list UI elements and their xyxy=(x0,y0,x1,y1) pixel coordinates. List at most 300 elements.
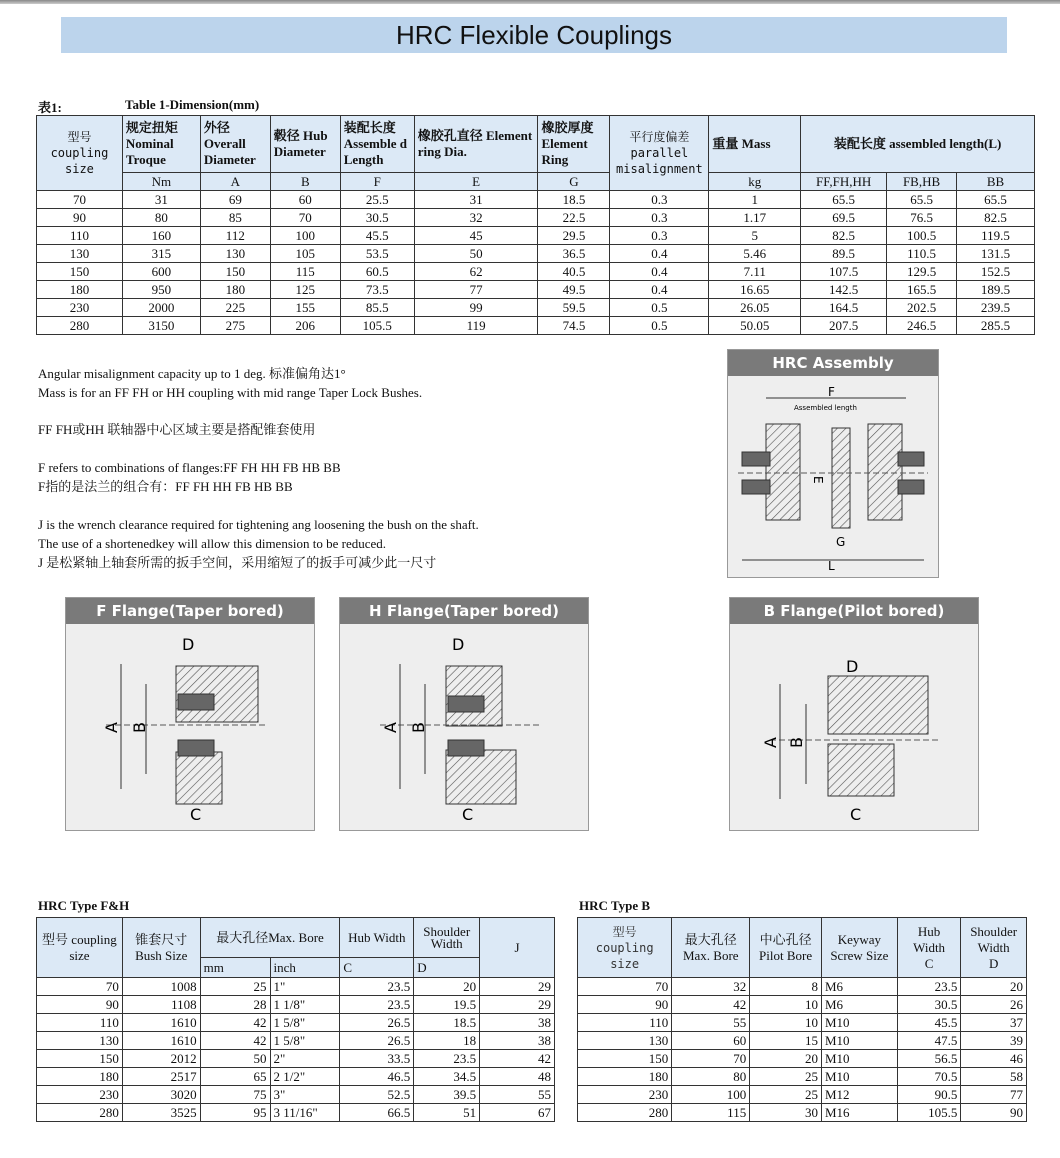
fh-th-hub: Hub Width xyxy=(340,918,414,958)
table-cell: 105.5 xyxy=(340,317,414,335)
b-th-shoulder-d: D xyxy=(988,955,999,971)
table-cell: 112 xyxy=(200,227,270,245)
table-row xyxy=(37,209,1035,227)
dimension-table xyxy=(36,115,1035,335)
table-cell: 60 xyxy=(672,1032,750,1050)
table-row xyxy=(37,1086,555,1104)
b-th-hub xyxy=(897,918,961,978)
table-cell: 3150 xyxy=(122,317,200,335)
table-cell: 46 xyxy=(961,1050,1027,1068)
table-cell: 1 5/8" xyxy=(270,1032,340,1050)
table-cell: 60.5 xyxy=(340,263,414,281)
table-cell: 0.4 xyxy=(610,245,709,263)
table-cell: 100 xyxy=(672,1086,750,1104)
table-cell: 600 xyxy=(122,263,200,281)
table-cell: 142.5 xyxy=(801,281,887,299)
table-cell: 23.5 xyxy=(414,1050,480,1068)
assembly-drawing xyxy=(728,376,938,576)
notes-block-1 xyxy=(38,364,422,402)
table-cell: 58 xyxy=(961,1068,1027,1086)
table-cell: 82.5 xyxy=(801,227,887,245)
table-cell: 89.5 xyxy=(801,245,887,263)
table-cell: 129.5 xyxy=(887,263,957,281)
table-cell: 73.5 xyxy=(340,281,414,299)
h-flange-diagram xyxy=(339,597,589,831)
table-cell: 42 xyxy=(672,996,750,1014)
unit-cell: BB xyxy=(957,173,1035,191)
table-cell: 95 xyxy=(200,1104,270,1122)
table-cell: 39 xyxy=(961,1032,1027,1050)
table-cell: 3525 xyxy=(122,1104,200,1122)
table-cell: 20 xyxy=(414,978,480,996)
table-row xyxy=(37,1068,555,1086)
table-cell: 165.5 xyxy=(887,281,957,299)
table-cell: 66.5 xyxy=(340,1104,414,1122)
table-cell: 110 xyxy=(578,1014,672,1032)
table-row xyxy=(37,317,1035,335)
table-row xyxy=(37,227,1035,245)
table-cell: 52.5 xyxy=(340,1086,414,1104)
table-cell: 130 xyxy=(200,245,270,263)
assembly-diagram xyxy=(727,349,939,578)
table-cell: 115 xyxy=(672,1104,750,1122)
table-cell: 69 xyxy=(200,191,270,209)
table-cell: 230 xyxy=(578,1086,672,1104)
th-overall: 外径 Overall Diameter xyxy=(200,116,270,173)
note-f-en: F refers to combinations of flanges:FF FH HH FB HB BB xyxy=(38,460,341,475)
table-cell: 70 xyxy=(270,209,340,227)
table-cell: 180 xyxy=(37,281,123,299)
table-row xyxy=(37,245,1035,263)
table-cell: 77 xyxy=(414,281,538,299)
assembly-g-label: G xyxy=(836,535,846,549)
table-cell: 100 xyxy=(270,227,340,245)
unit-cell: G xyxy=(538,173,610,191)
table-cell: 45.5 xyxy=(340,227,414,245)
unit-cell: FF,FH,HH xyxy=(801,173,887,191)
table-cell: 0.4 xyxy=(610,281,709,299)
note-ff: FF FH或HH 联轴器中心区域主要是搭配锥套使用 xyxy=(38,422,316,437)
assembly-l-label: L xyxy=(828,559,835,573)
table-cell: 2012 xyxy=(122,1050,200,1068)
table-cell: 31 xyxy=(414,191,538,209)
table-row xyxy=(37,263,1035,281)
table-cell: 30 xyxy=(750,1104,822,1122)
table-cell: 26.5 xyxy=(340,1014,414,1032)
b-th-hub-label: Hub Width xyxy=(913,923,946,955)
note-j-3: J 是松紧轴上轴套所需的扳手空间，采用缩短了的扳手可减少此一尺寸 xyxy=(38,555,437,570)
b-th-keyway: Keyway Screw Size xyxy=(821,918,897,978)
table-cell: 50 xyxy=(414,245,538,263)
title-bar xyxy=(61,17,1007,53)
table-cell: 1" xyxy=(270,978,340,996)
table-cell: 5.46 xyxy=(709,245,801,263)
table-cell: 62 xyxy=(414,263,538,281)
table-row xyxy=(37,1104,555,1122)
table-cell: 2000 xyxy=(122,299,200,317)
table-cell: 31 xyxy=(122,191,200,209)
table-cell: 280 xyxy=(37,317,123,335)
assembly-f-label: F xyxy=(828,385,835,399)
table-cell: 90.5 xyxy=(897,1086,961,1104)
b-th-hub-c: C xyxy=(924,955,934,971)
table-cell: M6 xyxy=(821,978,897,996)
table-row xyxy=(37,1014,555,1032)
table-cell: 180 xyxy=(578,1068,672,1086)
table-cell: 70 xyxy=(37,978,123,996)
table-row xyxy=(578,1104,1027,1122)
fh-th-size: 型号 coupling size xyxy=(37,918,123,978)
unit-cell: E xyxy=(414,173,538,191)
table-cell: 115 xyxy=(270,263,340,281)
table-row xyxy=(37,191,1035,209)
notes-block-2 xyxy=(38,458,341,496)
table-cell: 1108 xyxy=(122,996,200,1014)
table-cell: 38 xyxy=(480,1032,555,1050)
h-flange-drawing xyxy=(340,624,588,829)
note-j-2: The use of a shortenedkey will allow this dimension to be reduced. xyxy=(38,536,387,551)
table-cell: 53.5 xyxy=(340,245,414,263)
table1-caption: Table 1-Dimension(mm) xyxy=(125,97,260,112)
table-cell: 150 xyxy=(37,1050,123,1068)
table-cell: 3020 xyxy=(122,1086,200,1104)
f-flange-c-label: C xyxy=(190,805,202,824)
table-cell: 280 xyxy=(37,1104,123,1122)
fh-th-bush: 锥套尺寸 Bush Size xyxy=(122,918,200,978)
table-cell: M10 xyxy=(821,1032,897,1050)
h-flange-d-label: D xyxy=(452,635,465,654)
table-cell: 180 xyxy=(200,281,270,299)
table-cell: 1610 xyxy=(122,1014,200,1032)
table-cell: 10 xyxy=(750,996,822,1014)
table-cell: 38 xyxy=(480,1014,555,1032)
h-flange-c-label: C xyxy=(462,805,474,824)
table-cell: 315 xyxy=(122,245,200,263)
th-element-ring: 橡胶厚度 Element Ring xyxy=(538,116,610,173)
unit-cell: FB,HB xyxy=(887,173,957,191)
table-cell: 25 xyxy=(750,1068,822,1086)
table-cell: 90 xyxy=(961,1104,1027,1122)
table1-label: 表1: xyxy=(38,100,62,115)
table-cell: 42 xyxy=(200,1014,270,1032)
table-cell: 105.5 xyxy=(897,1104,961,1122)
table-cell: 26.5 xyxy=(340,1032,414,1050)
table-cell: 29 xyxy=(480,996,555,1014)
table-cell: 45 xyxy=(414,227,538,245)
th-hub: 毂径 Hub Diameter xyxy=(270,116,340,173)
unit-cell: F xyxy=(340,173,414,191)
table-cell: 0.5 xyxy=(610,317,709,335)
table-cell: 65.5 xyxy=(887,191,957,209)
table-cell: 246.5 xyxy=(887,317,957,335)
table-cell: 42 xyxy=(480,1050,555,1068)
table-cell: 42 xyxy=(200,1032,270,1050)
table-cell: 65.5 xyxy=(801,191,887,209)
table-cell: 37 xyxy=(961,1014,1027,1032)
th-mass: 重量 Mass xyxy=(709,116,801,173)
table-cell: 1 5/8" xyxy=(270,1014,340,1032)
table-cell: 5 xyxy=(709,227,801,245)
table-cell: 74.5 xyxy=(538,317,610,335)
table-cell: 90 xyxy=(37,209,123,227)
assembly-title: HRC Assembly xyxy=(728,350,938,376)
th-element-dia: 橡胶孔直径 Element ring Dia. xyxy=(414,116,538,173)
table-cell: 25 xyxy=(200,978,270,996)
table-cell: 180 xyxy=(37,1068,123,1086)
f-flange-b-label: B xyxy=(130,722,149,733)
table-cell: 18.5 xyxy=(414,1014,480,1032)
table-cell: 285.5 xyxy=(957,317,1035,335)
b-flange-drawing xyxy=(730,624,978,829)
fh-th-bore: 最大孔径Max. Bore xyxy=(200,918,340,958)
table-cell: 30.5 xyxy=(340,209,414,227)
table-row xyxy=(37,299,1035,317)
table-cell: 29.5 xyxy=(538,227,610,245)
table-cell: 34.5 xyxy=(414,1068,480,1086)
table-cell: 100.5 xyxy=(887,227,957,245)
b-flange-b-label: B xyxy=(787,737,806,748)
table-cell: 40.5 xyxy=(538,263,610,281)
table-cell: 50.05 xyxy=(709,317,801,335)
table-cell: 2" xyxy=(270,1050,340,1068)
table-row xyxy=(578,1032,1027,1050)
page-title: HRC Flexible Couplings xyxy=(396,19,672,50)
table-cell: 28 xyxy=(200,996,270,1014)
table-cell: 80 xyxy=(122,209,200,227)
table-cell: 23.5 xyxy=(340,996,414,1014)
table-cell: 0.4 xyxy=(610,263,709,281)
table-cell: 47.5 xyxy=(897,1032,961,1050)
table-cell: 85 xyxy=(200,209,270,227)
b-th-shoulder-label: Shoulder Width xyxy=(970,923,1018,955)
table-cell: 0.3 xyxy=(610,227,709,245)
b-th-size: 型号 coupling size xyxy=(578,918,672,978)
table-cell: 152.5 xyxy=(957,263,1035,281)
unit-cell: A xyxy=(200,173,270,191)
table-cell: 20 xyxy=(750,1050,822,1068)
table-row xyxy=(578,1068,1027,1086)
table-cell: 70.5 xyxy=(897,1068,961,1086)
table-row xyxy=(578,1050,1027,1068)
table-cell: 130 xyxy=(578,1032,672,1050)
th-misalign: 平行度偏差 parallel misalignment xyxy=(610,116,709,191)
table-cell: 3 11/16" xyxy=(270,1104,340,1122)
table-cell: 32 xyxy=(672,978,750,996)
table-row xyxy=(578,996,1027,1014)
assembly-length-label: Assembled length xyxy=(794,404,857,412)
h-flange-title: H Flange(Taper bored) xyxy=(340,598,588,624)
table-cell: 82.5 xyxy=(957,209,1035,227)
notes-block-3 xyxy=(38,515,479,572)
type-b-table xyxy=(577,917,1027,1122)
h-flange-b-label: B xyxy=(409,722,428,733)
table-cell: 30.5 xyxy=(897,996,961,1014)
table-cell: 2517 xyxy=(122,1068,200,1086)
table-cell: 1008 xyxy=(122,978,200,996)
table-cell: 23.5 xyxy=(340,978,414,996)
table-cell: 0.3 xyxy=(610,209,709,227)
table-row xyxy=(37,996,555,1014)
fh-th-d: D xyxy=(414,958,480,978)
table-cell: M10 xyxy=(821,1014,897,1032)
table-cell: 77 xyxy=(961,1086,1027,1104)
table-row xyxy=(578,1014,1027,1032)
f-flange-d-label: D xyxy=(182,635,195,654)
table-cell: 80 xyxy=(672,1068,750,1086)
table-cell: 1 1/8" xyxy=(270,996,340,1014)
table-row xyxy=(37,1032,555,1050)
table-cell: 39.5 xyxy=(414,1086,480,1104)
table-cell: 19.5 xyxy=(414,996,480,1014)
table-cell: 155 xyxy=(270,299,340,317)
table-cell: 1610 xyxy=(122,1032,200,1050)
table-cell: 36.5 xyxy=(538,245,610,263)
table-cell: 26.05 xyxy=(709,299,801,317)
fh-th-inch: inch xyxy=(270,958,340,978)
top-rule xyxy=(0,0,1060,4)
table-cell: 0.5 xyxy=(610,299,709,317)
table-cell: 110.5 xyxy=(887,245,957,263)
table-cell: 280 xyxy=(578,1104,672,1122)
fh-th-j: J xyxy=(480,918,555,978)
fh-th-c: C xyxy=(340,958,414,978)
table-cell: 1.17 xyxy=(709,209,801,227)
table-cell: 150 xyxy=(37,263,123,281)
table-cell: 33.5 xyxy=(340,1050,414,1068)
table-cell: 18.5 xyxy=(538,191,610,209)
table-cell: 70 xyxy=(672,1050,750,1068)
table-cell: 25.5 xyxy=(340,191,414,209)
table-cell: 15 xyxy=(750,1032,822,1050)
table-cell: 76.5 xyxy=(887,209,957,227)
table-cell: 2 1/2" xyxy=(270,1068,340,1086)
th-size: 型号 coupling size xyxy=(37,116,123,191)
table-cell: 85.5 xyxy=(340,299,414,317)
table-cell: 23.5 xyxy=(897,978,961,996)
table-cell: 225 xyxy=(200,299,270,317)
table-cell: 164.5 xyxy=(801,299,887,317)
table-cell: 275 xyxy=(200,317,270,335)
table-cell: M10 xyxy=(821,1068,897,1086)
table-cell: 189.5 xyxy=(957,281,1035,299)
table-cell: 50 xyxy=(200,1050,270,1068)
table-cell: 206 xyxy=(270,317,340,335)
assembly-e-label: E xyxy=(811,476,825,484)
b-flange-d-label: D xyxy=(846,657,859,676)
table-cell: 202.5 xyxy=(887,299,957,317)
table-cell: 60 xyxy=(270,191,340,209)
table-cell: 950 xyxy=(122,281,200,299)
note-j-1: J is the wrench clearance required for tightening ang loosening the bush on the shaft. xyxy=(38,517,479,532)
b-flange-a-label: A xyxy=(761,737,780,748)
table-cell: 26 xyxy=(961,996,1027,1014)
table-fh-caption: HRC Type F&H xyxy=(38,898,130,913)
b-flange-title: B Flange(Pilot bored) xyxy=(730,598,978,624)
table-cell: 99 xyxy=(414,299,538,317)
table-cell: 90 xyxy=(37,996,123,1014)
f-flange-diagram xyxy=(65,597,315,831)
fh-th-shoulder: Shoulder Width xyxy=(414,918,480,958)
h-flange-a-label: A xyxy=(381,722,400,733)
table-cell: 55 xyxy=(480,1086,555,1104)
table-cell: 230 xyxy=(37,299,123,317)
table-cell: 7.11 xyxy=(709,263,801,281)
table-cell: 55 xyxy=(672,1014,750,1032)
b-th-bore: 最大孔径 Max. Bore xyxy=(672,918,750,978)
table-cell: 65 xyxy=(200,1068,270,1086)
table-cell: 130 xyxy=(37,245,123,263)
f-flange-a-label: A xyxy=(102,722,121,733)
table-cell: 239.5 xyxy=(957,299,1035,317)
table-cell: 125 xyxy=(270,281,340,299)
table-cell: 70 xyxy=(578,978,672,996)
table-cell: 0.3 xyxy=(610,191,709,209)
table-row xyxy=(578,1086,1027,1104)
table-cell: 65.5 xyxy=(957,191,1035,209)
table-cell: 22.5 xyxy=(538,209,610,227)
table-cell: 3" xyxy=(270,1086,340,1104)
f-flange-drawing xyxy=(66,624,314,829)
table-cell: 29 xyxy=(480,978,555,996)
table-cell: 105 xyxy=(270,245,340,263)
table-cell: M16 xyxy=(821,1104,897,1122)
table-cell: 45.5 xyxy=(897,1014,961,1032)
table-cell: 230 xyxy=(37,1086,123,1104)
b-flange-diagram xyxy=(729,597,979,831)
unit-cell: B xyxy=(270,173,340,191)
table-cell: 107.5 xyxy=(801,263,887,281)
table-cell: 119 xyxy=(414,317,538,335)
table-cell: 59.5 xyxy=(538,299,610,317)
table-cell: 160 xyxy=(122,227,200,245)
f-flange-title: F Flange(Taper bored) xyxy=(66,598,314,624)
table-cell: 56.5 xyxy=(897,1050,961,1068)
table-cell: 48 xyxy=(480,1068,555,1086)
unit-cell: kg xyxy=(709,173,801,191)
th-torque: 规定扭矩 Nominal Troque xyxy=(122,116,200,173)
table-cell: 150 xyxy=(578,1050,672,1068)
b-th-shoulder xyxy=(961,918,1027,978)
table-cell: 20 xyxy=(961,978,1027,996)
table-cell: M6 xyxy=(821,996,897,1014)
note-angular: Angular misalignment capacity up to 1 deg. 标准偏角达1° xyxy=(38,366,346,381)
type-fh-table xyxy=(36,917,555,1122)
table-cell: 150 xyxy=(200,263,270,281)
table-cell: 49.5 xyxy=(538,281,610,299)
table-cell: 16.65 xyxy=(709,281,801,299)
table-cell: 69.5 xyxy=(801,209,887,227)
table-cell: 130 xyxy=(37,1032,123,1050)
table-cell: M12 xyxy=(821,1086,897,1104)
table-b-caption: HRC Type B xyxy=(579,898,651,913)
table-cell: 46.5 xyxy=(340,1068,414,1086)
table-cell: M10 xyxy=(821,1050,897,1068)
table-cell: 18 xyxy=(414,1032,480,1050)
table-cell: 8 xyxy=(750,978,822,996)
unit-cell: Nm xyxy=(122,173,200,191)
note-f-cn: F指的是法兰的组合有：FF FH HH FB HB BB xyxy=(38,479,293,494)
table-cell: 110 xyxy=(37,227,123,245)
th-assembled-len: 装配长度 assembled length(L) xyxy=(801,116,1035,173)
table-cell: 25 xyxy=(750,1086,822,1104)
table-cell: 67 xyxy=(480,1104,555,1122)
table-cell: 207.5 xyxy=(801,317,887,335)
note-mass: Mass is for an FF FH or HH coupling with mid range Taper Lock Bushes. xyxy=(38,385,423,400)
table-cell: 32 xyxy=(414,209,538,227)
b-flange-c-label: C xyxy=(850,805,862,824)
table-cell: 10 xyxy=(750,1014,822,1032)
table-cell: 90 xyxy=(578,996,672,1014)
